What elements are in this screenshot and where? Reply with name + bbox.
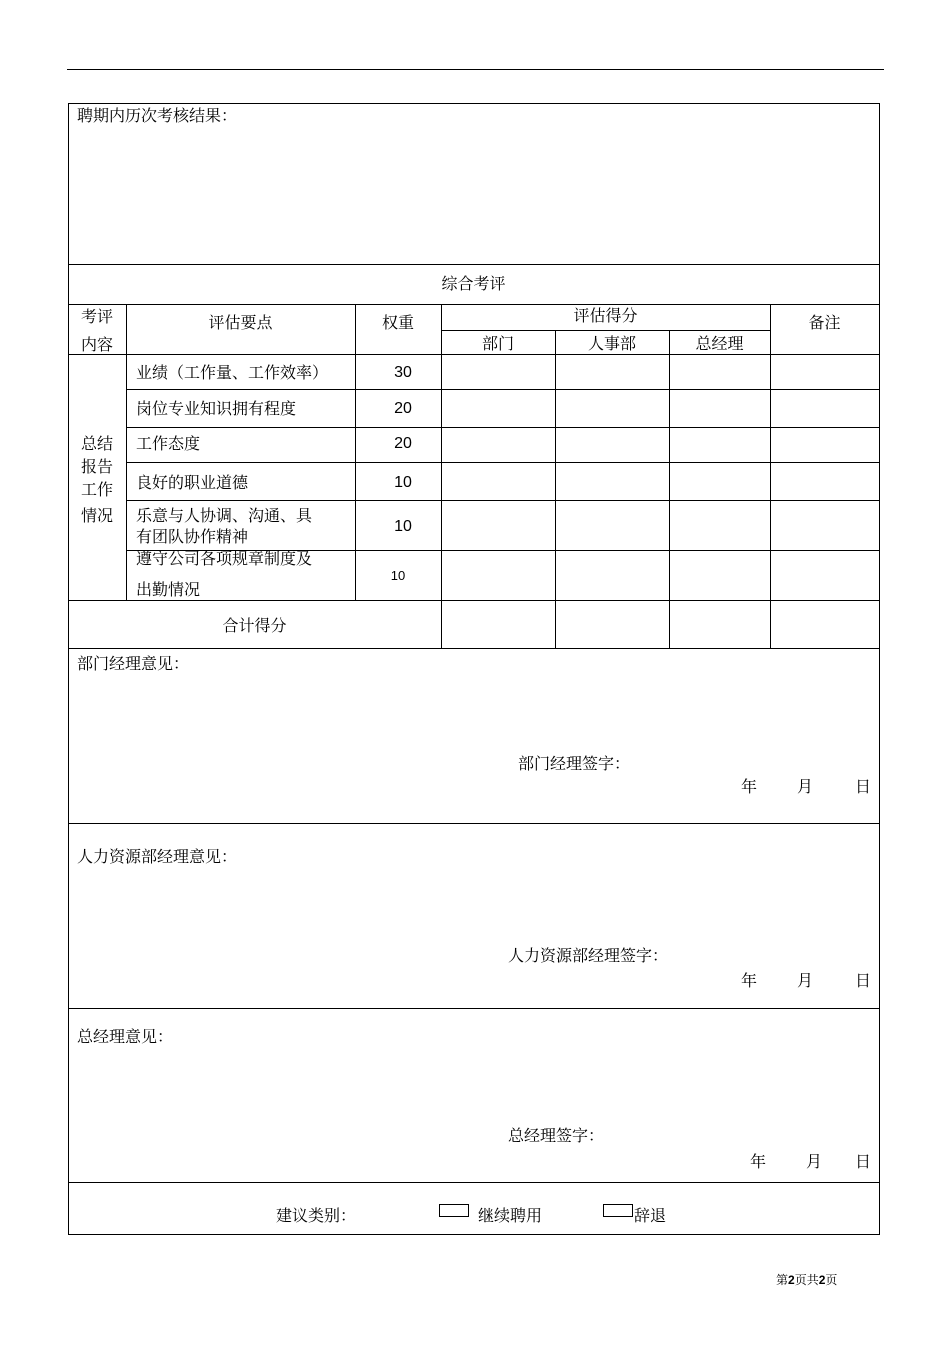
grid-line <box>126 389 879 390</box>
dept-sign-label: 部门经理签字： <box>518 754 631 773</box>
grid-line <box>126 462 879 463</box>
hr-opinion-label: 人力资源部经理意见： <box>77 847 238 866</box>
continue-hire-checkbox[interactable] <box>439 1204 469 1217</box>
row-weight: 20 <box>394 400 412 417</box>
divider <box>68 823 879 824</box>
header-category-line2: 内容 <box>80 335 113 354</box>
dept-opinion-label: 部门经理意见： <box>77 654 190 673</box>
hr-sign-label: 人力资源部经理签字： <box>508 946 669 965</box>
hr-date-day: 日 <box>855 971 872 990</box>
header-rule <box>67 69 884 70</box>
category-label-3: 工作 <box>80 480 113 499</box>
header-weight: 权重 <box>381 313 414 332</box>
dept-date-year: 年 <box>741 777 758 796</box>
divider <box>68 304 879 305</box>
hr-date-month: 月 <box>797 971 814 990</box>
header-sub-dept: 部门 <box>481 334 514 353</box>
grid-line <box>68 648 879 649</box>
grid-line <box>770 304 771 648</box>
dept-date-month: 月 <box>797 777 814 796</box>
gm-date-month: 月 <box>806 1152 823 1171</box>
grid-line <box>126 427 879 428</box>
grid-line <box>126 304 127 600</box>
page-number-current: 2 <box>788 1273 795 1287</box>
row-weight: 10 <box>390 568 406 583</box>
row-point-line1: 遵守公司各项规章制度及 <box>136 549 313 568</box>
row-point-line1: 乐意与人协调、沟通、具 <box>136 506 313 525</box>
comprehensive-title: 综合考评 <box>441 274 506 293</box>
total-label: 合计得分 <box>222 616 287 635</box>
gm-opinion-label: 总经理意见： <box>77 1027 174 1046</box>
history-label: 聘期内历次考核结果： <box>77 106 238 125</box>
suggestion-label: 建议类别： <box>276 1206 357 1225</box>
page-number <box>776 1271 837 1288</box>
row-weight: 10 <box>394 474 412 491</box>
dismiss-checkbox[interactable] <box>603 1204 633 1217</box>
page-number-total: 2 <box>818 1273 826 1287</box>
page-number-mid: 页共 <box>794 1273 819 1287</box>
gm-date-day: 日 <box>855 1152 872 1171</box>
header-category-line1: 考评 <box>80 307 113 326</box>
gm-date-year: 年 <box>750 1152 767 1171</box>
grid-line <box>126 500 879 501</box>
grid-line <box>68 354 879 355</box>
header-sub-hr: 人事部 <box>587 334 636 353</box>
dismiss-label: 辞退 <box>634 1206 667 1225</box>
row-point-line2: 出勤情况 <box>136 580 201 599</box>
header-score: 评估得分 <box>573 306 638 325</box>
header-remark: 备注 <box>808 313 841 332</box>
row-point-line2: 有团队协作精神 <box>136 527 249 546</box>
continue-hire-label: 继续聘用 <box>478 1206 543 1225</box>
history-input-area[interactable] <box>70 130 876 263</box>
divider <box>68 1182 879 1183</box>
gm-sign-label: 总经理签字： <box>508 1126 605 1145</box>
header-sub-gm: 总经理 <box>695 334 744 353</box>
row-weight: 30 <box>394 364 412 381</box>
row-point: 良好的职业道德 <box>136 473 249 492</box>
divider <box>68 264 879 265</box>
page-number-pre: 第 <box>776 1273 789 1287</box>
row-weight: 20 <box>394 435 412 452</box>
row-point: 业绩（工作量、工作效率） <box>136 363 329 382</box>
row-weight: 10 <box>394 518 412 535</box>
grid-line <box>68 600 879 601</box>
grid-line <box>441 330 770 331</box>
category-label-4: 情况 <box>80 506 113 525</box>
dept-date-day: 日 <box>855 777 872 796</box>
row-point: 工作态度 <box>136 434 201 453</box>
divider <box>68 1008 879 1009</box>
form-frame <box>68 103 880 1235</box>
hr-date-year: 年 <box>741 971 758 990</box>
header-points: 评估要点 <box>208 313 273 332</box>
category-label-2: 报告 <box>80 457 113 476</box>
page-number-post: 页 <box>825 1273 838 1287</box>
row-point: 岗位专业知识拥有程度 <box>136 399 297 418</box>
category-label-1: 总结 <box>80 434 113 453</box>
